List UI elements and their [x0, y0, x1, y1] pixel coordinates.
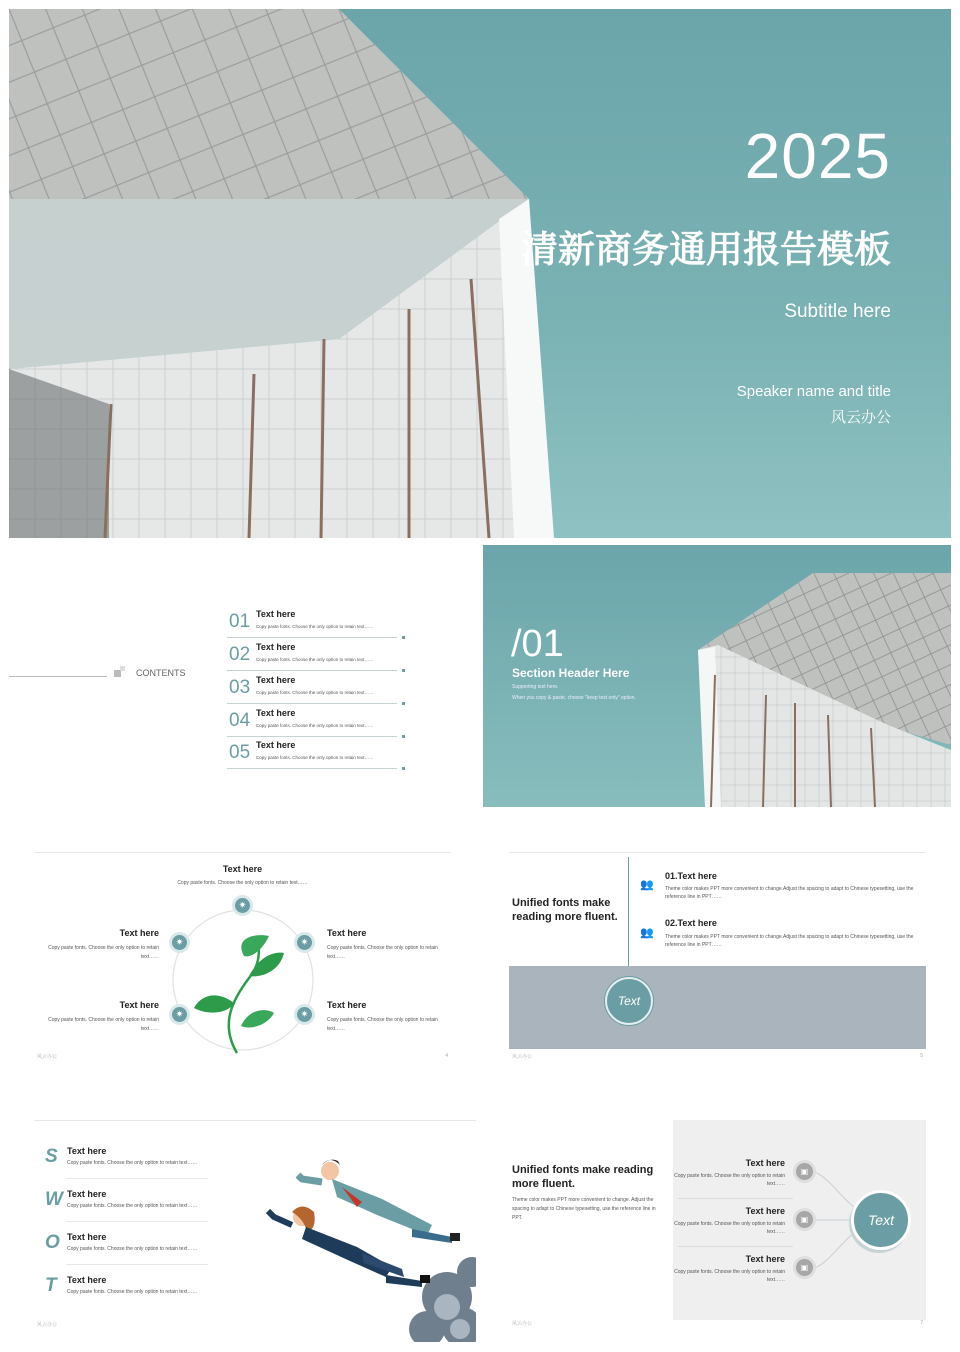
growth-node-icon — [232, 895, 253, 916]
growth-left1-desc: Copy paste fonts. Choose the only option to retain text…… — [48, 945, 159, 960]
swot-row-title: Text here — [67, 1232, 107, 1242]
swot-row — [66, 1182, 208, 1222]
contents-slide — [9, 545, 474, 807]
swot-row-desc: Copy paste fonts. Choose the only option to retain text…… — [67, 1203, 198, 1209]
page-number: 4 — [445, 1053, 448, 1059]
contents-item-dot — [402, 669, 405, 672]
section-support: Supporting text here. — [512, 684, 559, 690]
contents-item-title: Text here — [256, 609, 296, 619]
summary-item-desc: Copy paste fonts. Choose the only option to retain text…… — [674, 1173, 785, 1187]
swot-letter-s: S — [45, 1146, 58, 1167]
contents-item-desc: Copy paste fonts. Choose the only option to retain text…… — [256, 657, 374, 662]
summary-item-title: Text here — [745, 1206, 785, 1216]
sprout-icon — [189, 928, 289, 1058]
growth-node-icon — [169, 932, 190, 953]
fonts-slide — [509, 852, 926, 1062]
growth-left2-desc: Copy paste fonts. Choose the only option to retain text…… — [48, 1017, 159, 1032]
camera-icon — [793, 1160, 816, 1183]
contents-label: CONTENTS — [136, 668, 186, 678]
swot-row — [66, 1268, 208, 1308]
summary-headline: Unified fonts make reading more fluent. — [512, 1164, 654, 1190]
item2-title: 02.Text here — [665, 918, 717, 928]
summary-item-desc: Copy paste fonts. Choose the only option to retain text…… — [674, 1269, 785, 1283]
item1-desc: Theme color makes PPT more convenient to change.Adjust the spacing to adapt to Chinese typesetting, use the reference line in PPT…… — [665, 886, 914, 900]
summary-slide — [509, 1120, 926, 1330]
growth-slide — [34, 852, 451, 1062]
summary-divider — [678, 1246, 793, 1247]
page-number: 7 — [920, 1320, 923, 1326]
contents-item[interactable] — [227, 736, 397, 769]
footer-org: 风云办公 — [37, 1054, 58, 1060]
contents-item-desc: Copy paste fonts. Choose the only option to retain text…… — [256, 690, 374, 695]
item1-title: 01.Text here — [665, 871, 717, 881]
contents-item-title: Text here — [256, 675, 296, 685]
growth-left1-title: Text here — [119, 928, 159, 938]
contents-item-number: 02 — [229, 644, 251, 665]
flying-people-illustration — [262, 1157, 476, 1342]
section-slide — [483, 545, 951, 807]
growth-left2-title: Text here — [119, 1000, 159, 1010]
summary-text-circle — [851, 1190, 911, 1250]
footer-org: 风云办公 — [512, 1321, 533, 1327]
swot-letter-o: O — [45, 1232, 60, 1253]
contents-item-desc: Copy paste fonts. Choose the only option to retain text…… — [256, 624, 374, 629]
cart-icon — [793, 1208, 816, 1231]
growth-node-icon — [294, 932, 315, 953]
summary-item-title: Text here — [745, 1158, 785, 1168]
growth-right2-desc: Copy paste fonts. Choose the only option to retain text…… — [327, 1017, 438, 1032]
summary-divider — [678, 1198, 793, 1199]
team-icon: 👥 — [640, 927, 654, 939]
contents-item-number: 04 — [229, 710, 251, 731]
cover-slide — [9, 9, 951, 538]
item2-desc: Theme color makes PPT more convenient to change.Adjust the spacing to adapt to Chinese typesetting, use the reference line in PPT…… — [665, 934, 914, 948]
footer-org: 风云办公 — [512, 1054, 533, 1060]
cover-subtitle: Subtitle here — [784, 301, 891, 322]
cover-title: 清新商务通用报告模板 — [521, 228, 891, 271]
contents-item-desc: Copy paste fonts. Choose the only option to retain text…… — [256, 755, 374, 760]
swot-row — [66, 1225, 208, 1265]
contents-item[interactable] — [227, 638, 397, 671]
growth-right1-desc: Copy paste fonts. Choose the only option to retain text…… — [327, 945, 438, 960]
footer-org: 风云办公 — [37, 1322, 58, 1328]
summary-circle-label: Text — [868, 1212, 894, 1228]
gray-band — [509, 966, 926, 1049]
team-icon: 👥 — [640, 879, 654, 891]
contents-item-number: 03 — [229, 677, 251, 698]
growth-node-icon — [294, 1004, 315, 1025]
growth-right2-title: Text here — [327, 1000, 367, 1010]
cover-org: 风云办公 — [830, 408, 891, 426]
contents-item[interactable] — [227, 671, 397, 704]
swot-row-title: Text here — [67, 1189, 107, 1199]
swot-letter-t: T — [45, 1275, 57, 1296]
section-header: Section Header Here — [512, 666, 630, 680]
swot-row — [66, 1139, 208, 1179]
contents-item-dot — [402, 735, 405, 738]
growth-right1-title: Text here — [327, 928, 367, 938]
contents-item-number: 05 — [229, 742, 251, 763]
timeline-line — [628, 857, 629, 975]
cover-year: 2025 — [744, 120, 891, 192]
contents-item-desc: Copy paste fonts. Choose the only option to retain text…… — [256, 723, 374, 728]
growth-top-desc: Copy paste fonts. Choose the only option to retain text…… — [177, 880, 308, 886]
contents-square-icon — [114, 670, 121, 677]
text-circle-label: Text — [617, 994, 641, 1008]
swot-letter-w: W — [45, 1189, 63, 1210]
cover-speaker: Speaker name and title — [736, 383, 891, 400]
contents-item[interactable] — [227, 704, 397, 737]
contents-item-number: 01 — [229, 611, 251, 632]
swot-row-desc: Copy paste fonts. Choose the only option to retain text…… — [67, 1160, 198, 1166]
user-icon — [793, 1256, 816, 1279]
contents-item-dot — [402, 636, 405, 639]
summary-panel — [673, 1120, 926, 1320]
page-number: 5 — [920, 1053, 923, 1059]
growth-node-icon — [169, 1004, 190, 1025]
summary-item-title: Text here — [745, 1254, 785, 1264]
section-note: When you copy & paste, choose "keep text only" option. — [512, 695, 636, 701]
swot-row-desc: Copy paste fonts. Choose the only option to retain text…… — [67, 1289, 198, 1295]
building-photo — [9, 9, 951, 538]
contents-item-title: Text here — [256, 708, 296, 718]
swot-row-title: Text here — [67, 1146, 107, 1156]
section-number: /01 — [511, 623, 564, 665]
contents-item-title: Text here — [256, 642, 296, 652]
contents-rule — [9, 676, 107, 677]
swot-row-desc: Copy paste fonts. Choose the only option to retain text…… — [67, 1246, 198, 1252]
contents-item[interactable] — [227, 605, 397, 638]
growth-top-title: Text here — [222, 864, 263, 874]
contents-item-title: Text here — [256, 740, 296, 750]
summary-body: Theme color makes PPT more convenient to change. Adjust the spacing to adapt to Chinese typesetting, use the reference line in PPT. — [512, 1197, 656, 1221]
contents-item-dot — [402, 767, 405, 770]
contents-item-dot — [402, 702, 405, 705]
fonts-headline: Unified fonts make reading more fluent. — [512, 897, 618, 923]
swot-row-title: Text here — [67, 1275, 107, 1285]
summary-item-desc: Copy paste fonts. Choose the only option to retain text…… — [674, 1221, 785, 1235]
text-circle — [605, 977, 653, 1025]
contents-square-small-icon — [120, 666, 125, 671]
swot-slide — [34, 1120, 476, 1342]
